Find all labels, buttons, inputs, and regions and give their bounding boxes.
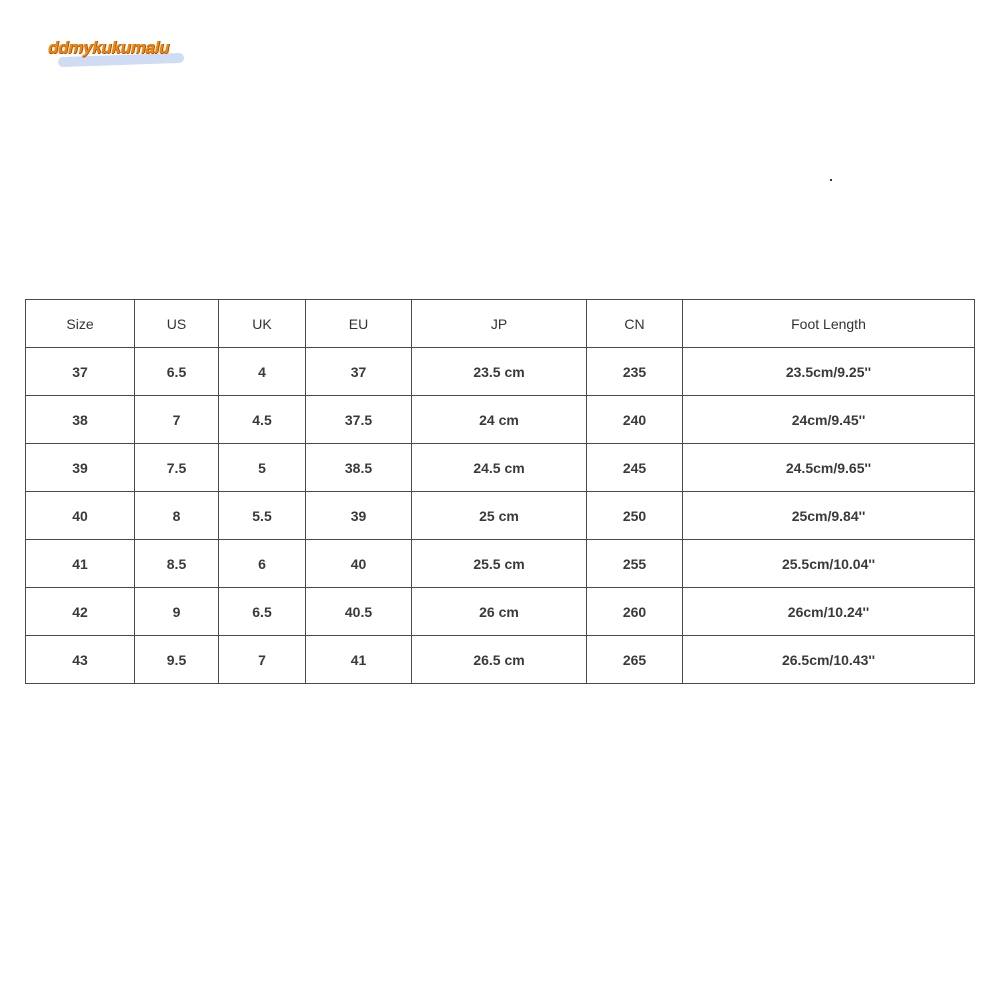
cell-jp: 23.5 cm xyxy=(412,348,587,396)
cell-eu: 37 xyxy=(306,348,412,396)
cell-jp: 24 cm xyxy=(412,396,587,444)
cell-us: 8 xyxy=(135,492,219,540)
cell-cn: 260 xyxy=(587,588,683,636)
cell-foot-length: 23.5cm/9.25'' xyxy=(683,348,975,396)
table-row xyxy=(26,444,975,492)
cell-uk: 5 xyxy=(219,444,306,492)
table-header-row xyxy=(26,300,975,348)
header-size: Size xyxy=(26,300,135,348)
table-row xyxy=(26,396,975,444)
cell-cn: 235 xyxy=(587,348,683,396)
cell-cn: 255 xyxy=(587,540,683,588)
cell-us: 9.5 xyxy=(135,636,219,684)
cell-foot-length: 24.5cm/9.65'' xyxy=(683,444,975,492)
cell-uk: 6.5 xyxy=(219,588,306,636)
cell-us: 8.5 xyxy=(135,540,219,588)
brand-logo-text: ddmykukumalu xyxy=(48,38,170,57)
cell-uk: 4 xyxy=(219,348,306,396)
cell-foot-length: 26.5cm/10.43'' xyxy=(683,636,975,684)
cell-uk: 4.5 xyxy=(219,396,306,444)
cell-cn: 265 xyxy=(587,636,683,684)
cell-size: 39 xyxy=(26,444,135,492)
cell-eu: 39 xyxy=(306,492,412,540)
cell-foot-length: 24cm/9.45'' xyxy=(683,396,975,444)
cell-size: 37 xyxy=(26,348,135,396)
cell-uk: 5.5 xyxy=(219,492,306,540)
cell-size: 41 xyxy=(26,540,135,588)
brand-logo xyxy=(48,38,188,72)
header-jp: JP xyxy=(412,300,587,348)
cell-eu: 41 xyxy=(306,636,412,684)
cell-jp: 26 cm xyxy=(412,588,587,636)
cell-us: 6.5 xyxy=(135,348,219,396)
table-row xyxy=(26,492,975,540)
cell-uk: 7 xyxy=(219,636,306,684)
cell-foot-length: 26cm/10.24'' xyxy=(683,588,975,636)
cell-eu: 38.5 xyxy=(306,444,412,492)
cell-eu: 40.5 xyxy=(306,588,412,636)
cell-jp: 26.5 cm xyxy=(412,636,587,684)
cell-us: 7 xyxy=(135,396,219,444)
table-row xyxy=(26,348,975,396)
cell-cn: 250 xyxy=(587,492,683,540)
header-us: US xyxy=(135,300,219,348)
header-uk: UK xyxy=(219,300,306,348)
cell-us: 9 xyxy=(135,588,219,636)
cell-jp: 24.5 cm xyxy=(412,444,587,492)
cell-us: 7.5 xyxy=(135,444,219,492)
cell-size: 40 xyxy=(26,492,135,540)
cell-cn: 245 xyxy=(587,444,683,492)
cell-size: 38 xyxy=(26,396,135,444)
cell-eu: 40 xyxy=(306,540,412,588)
stray-dot xyxy=(830,179,832,181)
table-row xyxy=(26,636,975,684)
table-row xyxy=(26,588,975,636)
cell-foot-length: 25.5cm/10.04'' xyxy=(683,540,975,588)
header-eu: EU xyxy=(306,300,412,348)
size-chart-table xyxy=(25,299,975,684)
cell-eu: 37.5 xyxy=(306,396,412,444)
header-cn: CN xyxy=(587,300,683,348)
header-foot-length: Foot Length xyxy=(683,300,975,348)
cell-foot-length: 25cm/9.84'' xyxy=(683,492,975,540)
table-row xyxy=(26,540,975,588)
cell-cn: 240 xyxy=(587,396,683,444)
cell-jp: 25.5 cm xyxy=(412,540,587,588)
cell-size: 42 xyxy=(26,588,135,636)
cell-size: 43 xyxy=(26,636,135,684)
cell-uk: 6 xyxy=(219,540,306,588)
cell-jp: 25 cm xyxy=(412,492,587,540)
